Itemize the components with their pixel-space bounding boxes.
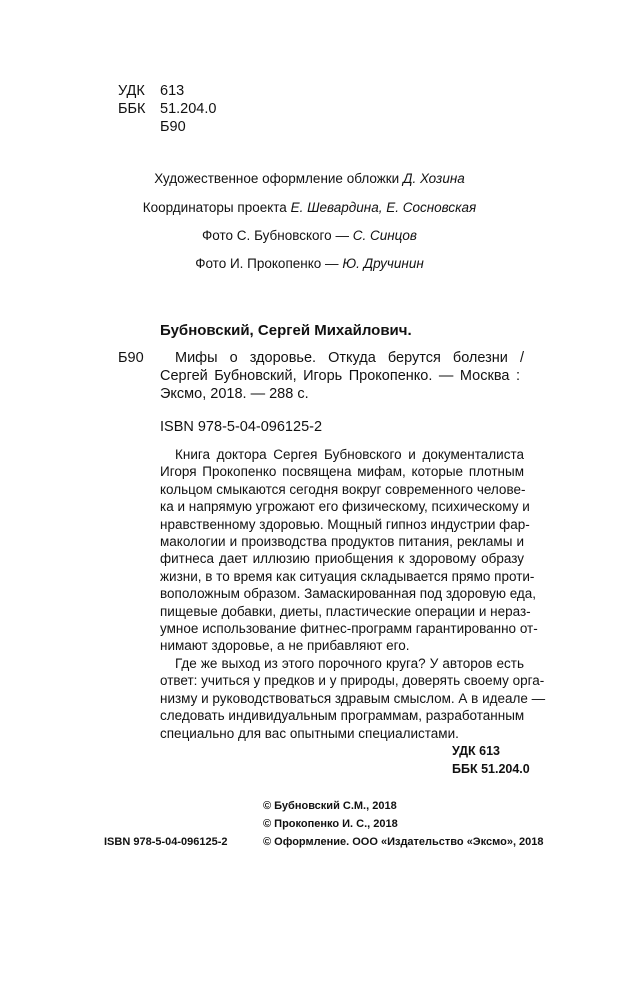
- copyright-line: © Оформление. ООО «Издательство «Эксмо», 2018: [263, 836, 544, 848]
- annotation-line: кольцом смыкаются сегодня вокруг современного челове-: [160, 481, 526, 497]
- annotation-line: жизни, в то время как ситуация складывается прямо проти-: [160, 568, 535, 584]
- copyright-line: © Бубновский С.М., 2018: [263, 800, 397, 812]
- udk-value: 613: [160, 83, 185, 99]
- annotation-line: нимают здоровье, а не прибавляют его.: [160, 638, 410, 654]
- credit-name: С. Синцов: [352, 228, 417, 243]
- annotation-line: нравственному здоровью. Мощный гипноз индустрии фар-: [160, 516, 530, 532]
- credit-name: Ю. Дручинин: [342, 256, 424, 271]
- annotation-line: следовать индивидуальным программам, разработанным: [160, 708, 525, 724]
- annotation-line: воположным образом. Замаскированная под здоровую еда,: [160, 586, 537, 602]
- bottom-bbk: ББК 51.204.0: [452, 762, 530, 776]
- catalog-isbn: ISBN 978-5-04-096125-2: [160, 419, 323, 435]
- annotation-line: пищевые добавки, диеты, пластические операции и нераз-: [160, 603, 531, 619]
- copyright-line: © Прокопенко И. С., 2018: [263, 818, 398, 830]
- annotation-line: специально для вас опытными специалистами.: [160, 725, 459, 741]
- credit-coordinators: [0, 199, 619, 217]
- catalog-code: Б90: [118, 350, 144, 366]
- annotation-paragraph: [160, 446, 538, 655]
- credit-role: Фото И. Прокопенко —: [195, 256, 339, 271]
- author-sign: Б90: [160, 119, 186, 135]
- bottom-isbn: ISBN 978-5-04-096125-2: [104, 836, 228, 848]
- credit-name: Е. Шевардина, Е. Сосновская: [290, 200, 477, 215]
- catalog-title-line: Мифы о здоровье. Откуда берутся болезни /: [175, 350, 524, 366]
- catalog-title-line: Эксмо, 2018. — 288 с.: [160, 386, 309, 402]
- credit-name: Д. Хозина: [402, 171, 465, 186]
- catalog-title-line: Сергей Бубновский, Игорь Прокопенко. — Москва :: [160, 368, 520, 384]
- udk-label: УДК: [118, 83, 145, 99]
- annotation-line: низму и руководствоваться здравым смыслом. А в идеале —: [160, 690, 546, 706]
- annotation-line: макологии и производства продуктов питания, рекламы и: [160, 534, 524, 550]
- annotation-line: фитнеса дает иллюзию приобщения к здоровому образу: [160, 551, 524, 567]
- catalog-author-heading: Бубновский, Сергей Михайлович.: [160, 322, 412, 339]
- bbk-label: ББК: [118, 101, 146, 117]
- annotation-line: ответ: учиться у предков и у природы, доверять своему орга-: [160, 673, 545, 689]
- credit-role: Фото С. Бубновского —: [202, 228, 349, 243]
- credit-role: Координаторы проекта: [142, 200, 287, 215]
- credit-role: Художественное оформление обложки: [154, 171, 400, 186]
- annotation-line: Игоря Прокопенко посвящена мифам, которые плотным: [160, 464, 524, 480]
- credit-cover-design: [0, 170, 619, 188]
- credit-photo-prokopenko: [0, 255, 619, 273]
- annotation-line: ка и напрямую угрожают его физическому, психическому и: [160, 499, 530, 515]
- annotation-line: Где же выход из этого порочного круга? У авторов есть: [175, 656, 524, 671]
- annotation-line: умное использование фитнес-программ гарантированно от-: [160, 621, 538, 637]
- bbk-value: 51.204.0: [160, 101, 217, 117]
- annotation-paragraph: [160, 655, 546, 742]
- bottom-udk: УДК 613: [452, 744, 501, 758]
- credit-photo-bubnovsky: [0, 227, 619, 245]
- annotation-line: Книга доктора Сергея Бубновского и документалиста: [175, 447, 524, 462]
